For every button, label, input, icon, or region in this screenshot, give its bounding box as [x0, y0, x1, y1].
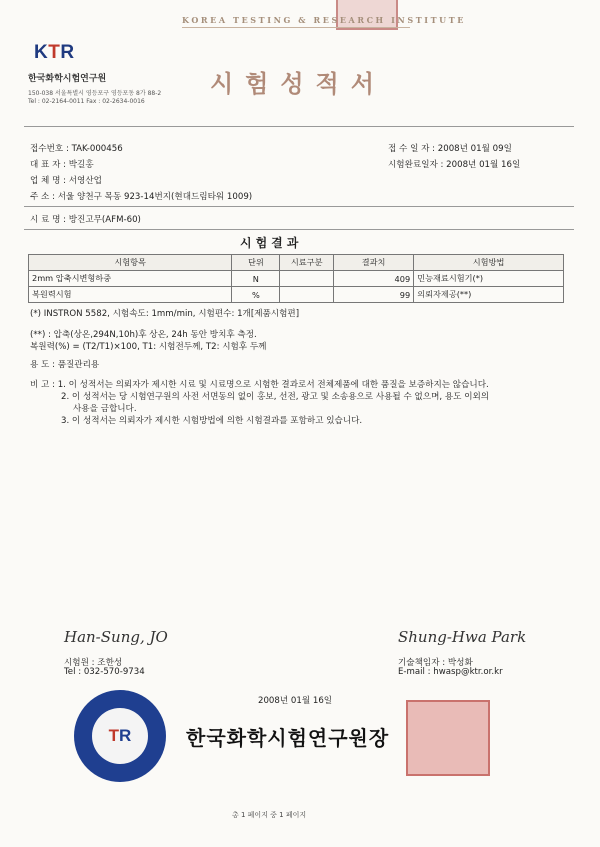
column-header: 시험항목: [29, 255, 232, 271]
header-separator: [24, 126, 574, 127]
table-cell: [280, 287, 334, 303]
receipt-date: 접 수 일 자 : 2008년 01월 09일: [388, 144, 512, 154]
table-cell: 의뢰자제공(**): [414, 287, 564, 303]
results-top-line: [24, 229, 574, 230]
column-header: 시료구분: [280, 255, 334, 271]
tester-role: 시험원 : 조한성: [64, 658, 123, 668]
note-compression: (**) : 압축(상온,294N,10h)후 상온, 24h 동안 방치후 측정.: [30, 330, 257, 340]
table-header-row: [29, 255, 564, 271]
org-tel-fax: Tel : 02-2164-0011 Fax : 02-2634-0016: [28, 98, 145, 105]
company-address: 주 소 : 서울 양천구 목동 923-14번지(현대드림타워 1009): [30, 192, 253, 202]
table-cell: 99: [333, 287, 413, 303]
ktr-logo: KTR: [34, 42, 75, 63]
note-instron: (*) INSTRON 5582, 시험속도: 1mm/min, 시험편수: 1개[제품시험편]: [30, 309, 300, 319]
table-cell: [280, 271, 334, 287]
remark-2: 2. 이 성적서는 당 시험연구원의 사전 서면동의 없이 홍보, 선전, 광고 및 소송용으로 사용될 수 없으며, 용도 이외의: [61, 392, 490, 402]
company-name: 업 체 명 : 서영산업: [30, 176, 102, 186]
table-row: [29, 287, 564, 303]
representative: 대 표 자 : 박길홍: [30, 160, 94, 170]
ktr-seal-icon: TR: [74, 690, 166, 782]
manager-signature: Shung-Hwa Park: [398, 628, 527, 646]
org-address: 150-038 서울특별시 영등포구 영등포동 8가 88-2: [28, 90, 162, 97]
complete-date: 시험완료일자 : 2008년 01월 16일: [388, 160, 521, 170]
sample-name: 시 료 명 : 방진고무(AFM-60): [30, 215, 141, 225]
table-row: [29, 271, 564, 287]
org-name: 한국화학시험연구원: [28, 74, 107, 84]
note-formula: 복원력(%) = (T2/T1)×100, T1: 시험전두께, T2: 시험후 두께: [30, 342, 267, 352]
institute-english-name: KOREA TESTING & RESEARCH INSTITUTE: [182, 15, 467, 25]
director-title: 한국화학시험연구원장: [186, 726, 390, 750]
table-cell: 복원력시험: [29, 287, 232, 303]
receipt-number: 접수번호 : TAK-000456: [30, 144, 123, 154]
page-counter: 총 1 페이지 중 1 페이지: [232, 811, 307, 819]
column-header: 시험방법: [414, 255, 564, 271]
table-cell: 민능재료시험기(*): [414, 271, 564, 287]
table-cell: %: [232, 287, 280, 303]
usage: 용 도 : 품질관리용: [30, 360, 100, 370]
remark-3: 3. 이 성적서는 의뢰자가 제시한 시험방법에 의한 시험결과를 포함하고 있습니다.: [61, 416, 363, 426]
info-separator: [24, 206, 574, 207]
manager-email: E-mail : hwasp@ktr.or.kr: [398, 667, 503, 677]
table-cell: 2mm 압축시변형하중: [29, 271, 232, 287]
issue-date: 2008년 01월 16일: [258, 696, 333, 706]
document-title: 시험성적서: [210, 69, 386, 98]
results-table: [28, 254, 564, 303]
official-red-stamp: [406, 700, 490, 776]
manager-role: 기술책임자 : 박성화: [398, 658, 473, 668]
column-header: 단위: [232, 255, 280, 271]
column-header: 결과치: [333, 255, 413, 271]
tester-tel: Tel : 032-570-9734: [64, 667, 145, 677]
remark-1: 비 고 : 1. 이 성적서는 의뢰자가 제시한 시료 및 시료명으로 시험한 결과로서 전체제품에 대한 품질을 보증하지는 않습니다.: [30, 380, 489, 390]
tester-signature: Han-Sung, JO: [64, 628, 168, 646]
results-title: 시험결과: [240, 236, 303, 250]
header-divider: [182, 27, 410, 28]
table-cell: N: [232, 271, 280, 287]
remark-2-cont: 사용을 금합니다.: [73, 404, 137, 414]
table-cell: 409: [333, 271, 413, 287]
